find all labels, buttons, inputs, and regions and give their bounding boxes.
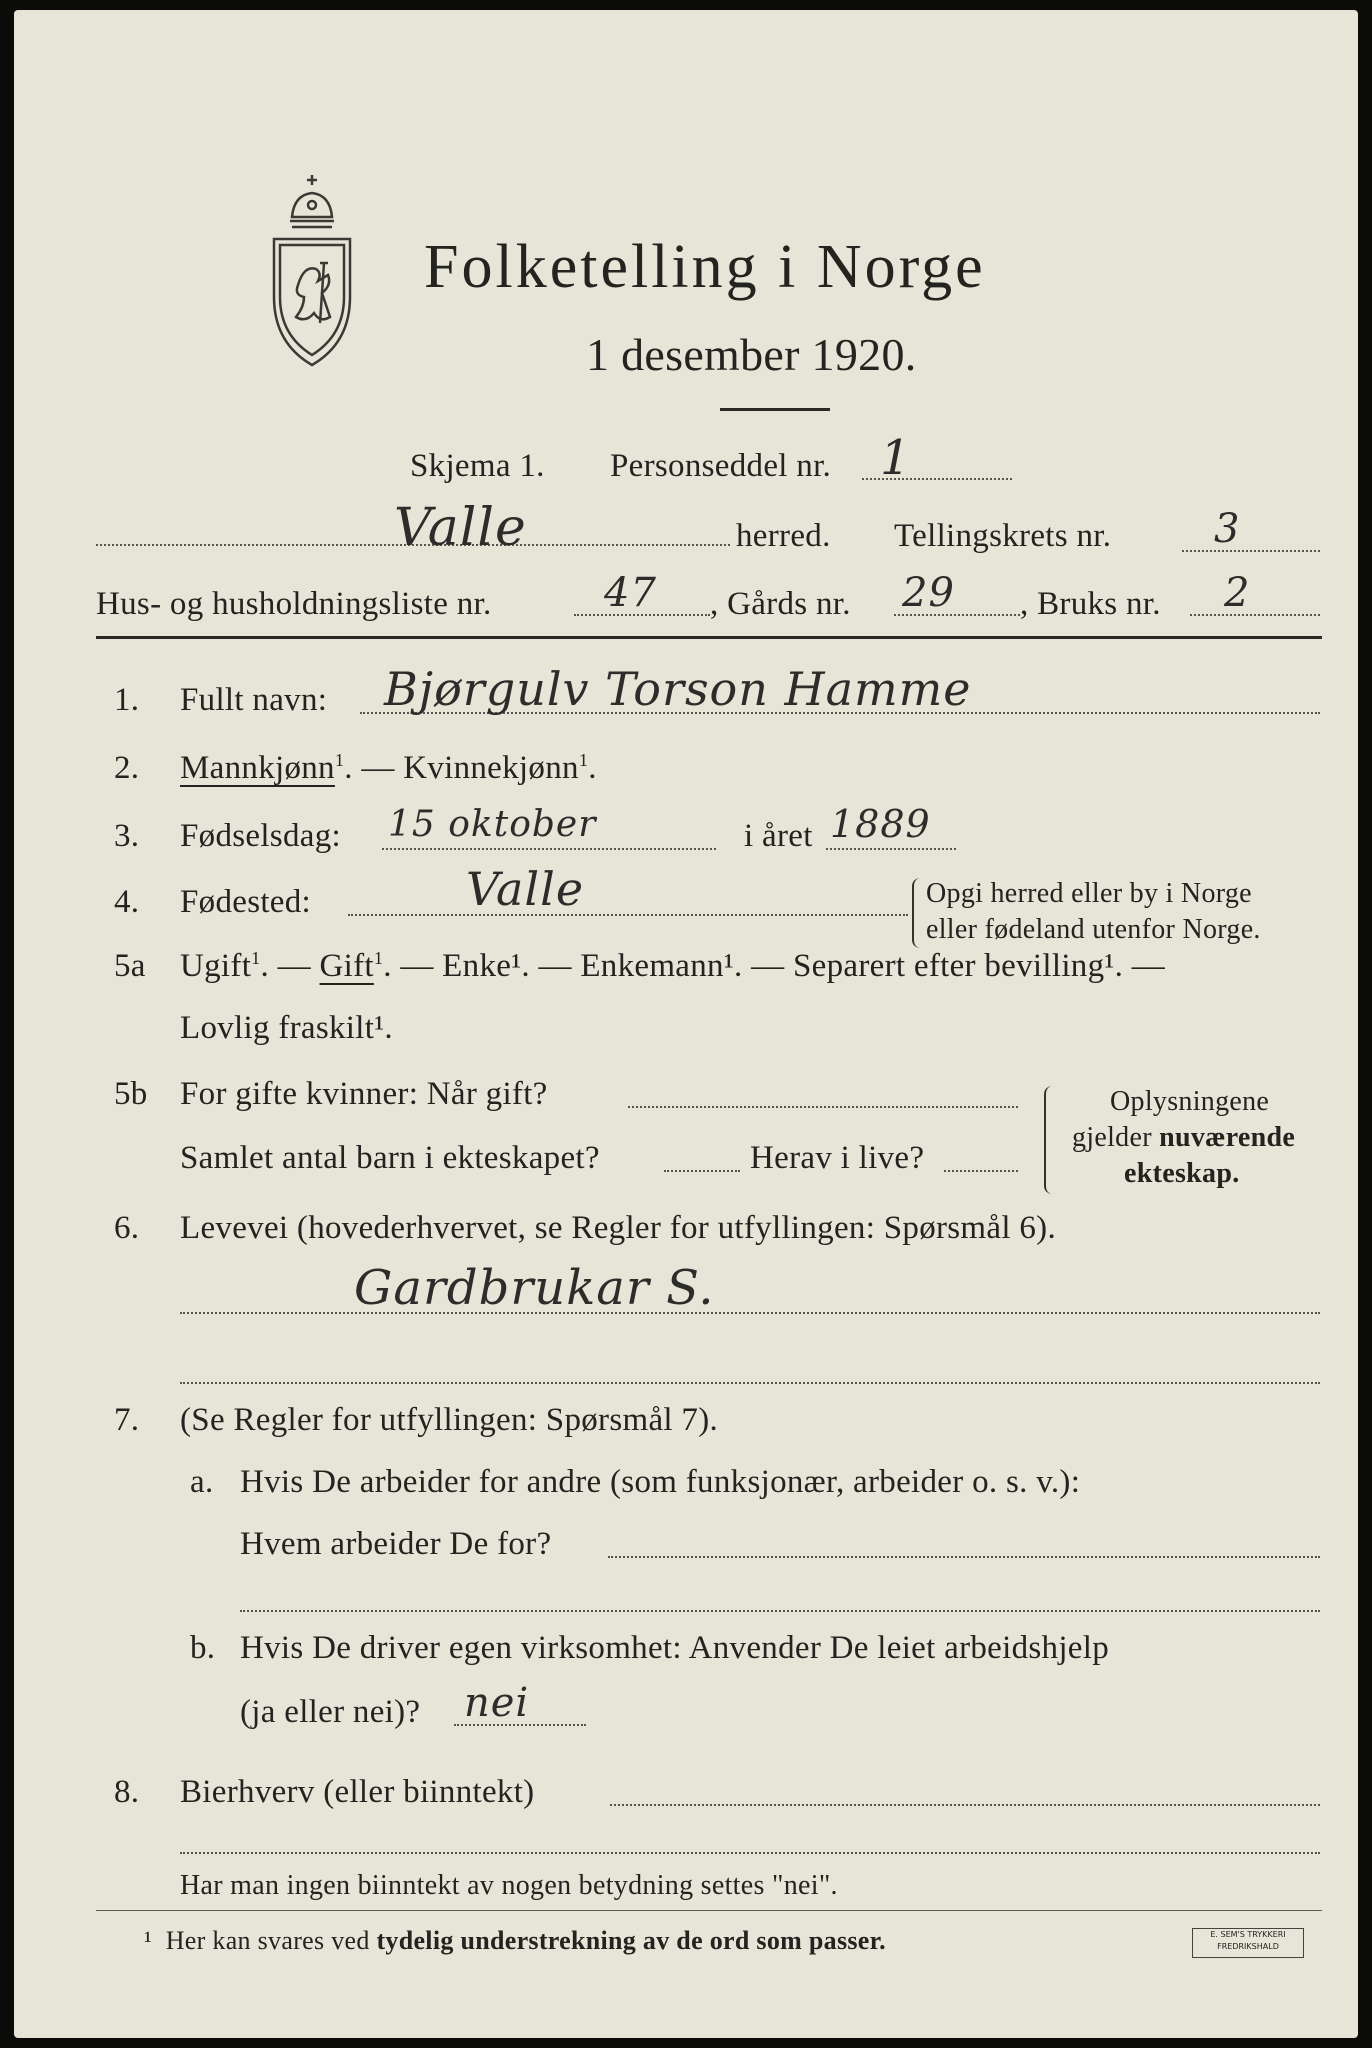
q8-field-line1 xyxy=(610,1804,1320,1806)
personseddel-value: 1 xyxy=(880,430,912,486)
q5a-number: 5a xyxy=(114,948,146,984)
q5a-marital-options: Ugift$^1$. — Gift$^1$. — Enke¹. — Enkemann¹. — Separert efter bevilling¹. — xyxy=(180,948,1165,984)
printer-stamp xyxy=(1192,1928,1304,1958)
q4-note-line2: eller fødeland utenfor Norge. xyxy=(926,914,1261,945)
q8-label: Bierhverv (eller biinntekt) xyxy=(180,1774,535,1810)
q7a-line1: Hvis De arbeider for andre (som funksjonær, arbeider o. s. v.): xyxy=(240,1464,1081,1500)
q5b-note-line2-bold: nuværende xyxy=(1159,1122,1296,1153)
marital-gift-underlined: Gift xyxy=(319,948,374,984)
q3-number: 3. xyxy=(114,818,140,854)
q7b-answer: nei xyxy=(464,1680,530,1726)
q7a-line2: Hvem arbeider De for? xyxy=(240,1526,552,1562)
census-date: 1 desember 1920. xyxy=(586,329,917,380)
husholdningsliste-label: Hus- og husholdningsliste nr. xyxy=(96,586,492,622)
q6-field-line2 xyxy=(180,1382,1320,1384)
census-form xyxy=(14,10,1358,2038)
q5a-line2: Lovlig fraskilt¹. xyxy=(180,1010,393,1046)
q8-field-line2 xyxy=(180,1852,1320,1854)
q3-birth-day: 15 oktober xyxy=(388,804,597,845)
marital-other-options: . — Enke¹. — Enkemann¹. — Separert efter bevilling¹. — xyxy=(383,948,1165,984)
herred-value: Valle xyxy=(394,498,527,558)
tellingskrets-label: Tellingskrets nr. xyxy=(894,518,1112,554)
q6-occupation: Gardbrukar S. xyxy=(354,1260,715,1316)
q5b-brace xyxy=(1044,1086,1056,1194)
q8-number: 8. xyxy=(114,1774,140,1810)
q4-field-line xyxy=(348,914,908,916)
form-title: Folketelling i Norge xyxy=(424,233,986,301)
sex-option-male-underlined: Mannkjønn xyxy=(180,750,335,786)
bruks-field-line xyxy=(1190,614,1320,616)
q4-brace xyxy=(912,878,922,948)
q7a-letter: a. xyxy=(190,1464,214,1500)
q7b-letter: b. xyxy=(190,1630,216,1666)
q3-label: Fødselsdag: xyxy=(180,818,341,854)
q3-year-label: i året xyxy=(744,818,813,854)
q5b-number: 5b xyxy=(114,1076,148,1112)
q4-note-line1: Opgi herred eller by i Norge xyxy=(926,878,1252,909)
bruks-label: , Bruks nr. xyxy=(1020,586,1161,622)
tellingskrets-field-line xyxy=(1182,550,1320,552)
footnote-divider xyxy=(96,1910,1322,1911)
tellingskrets-value: 3 xyxy=(1214,506,1241,552)
q1-number: 1. xyxy=(114,682,140,718)
bruks-value: 2 xyxy=(1224,570,1251,616)
herred-label: herred. xyxy=(736,518,831,554)
q4-birthplace: Valle xyxy=(466,862,585,916)
skjema-label: Skjema 1. xyxy=(410,448,545,484)
q2-number: 2. xyxy=(114,750,140,786)
husholdningsliste-value: 47 xyxy=(604,570,657,616)
footnote-text-bold: tydelig understrekning av de ord som passer. xyxy=(376,1926,886,1955)
q5b-note-line2 xyxy=(1072,1122,1295,1154)
marital-ugift: Ugift xyxy=(180,948,252,984)
q1-full-name: Bjørgulv Torson Hamme xyxy=(384,662,972,716)
q5b-label1: For gifte kvinner: Når gift? xyxy=(180,1076,548,1112)
q8-note: Har man ingen biinntekt av nogen betydning settes "nei". xyxy=(180,1870,838,1901)
q3-birth-year: 1889 xyxy=(830,802,931,846)
q3-day-field-line xyxy=(382,848,716,850)
q5b-note-line2-plain: gjelder xyxy=(1072,1122,1160,1153)
q6-label: Levevei (hovederhvervet, se Regler for utfyllingen: Spørsmål 6). xyxy=(180,1210,1057,1246)
sex-option-female: Kvinnekjønn xyxy=(403,750,579,786)
q5b-label2: Samlet antal barn i ekteskapet? xyxy=(180,1140,600,1176)
q4-number: 4. xyxy=(114,884,140,920)
header-divider xyxy=(96,636,1322,639)
q5b-label3: Herav i live? xyxy=(750,1140,925,1176)
gards-value: 29 xyxy=(902,570,955,616)
personseddel-label: Personseddel nr. xyxy=(610,448,832,484)
footnote-marker: ¹ xyxy=(144,1926,153,1955)
norway-coat-of-arms-icon xyxy=(264,165,360,375)
q7a-field-line2 xyxy=(240,1610,1320,1612)
q5a-separator: . — xyxy=(260,948,320,984)
q1-label: Fullt navn: xyxy=(180,682,328,718)
q7b-line2: (ja eller nei)? xyxy=(240,1694,421,1730)
q7a-field-line1 xyxy=(608,1556,1320,1558)
q7-label: (Se Regler for utfyllingen: Spørsmål 7). xyxy=(180,1402,719,1438)
q7-number: 7. xyxy=(114,1402,140,1438)
title-divider xyxy=(720,408,830,411)
q5b-children-field-line xyxy=(664,1170,740,1172)
q5b-when-field-line xyxy=(628,1106,1018,1108)
q2-end: . xyxy=(588,750,597,786)
printer-stamp-text: E. SEM'S TRYKKERI FREDRIKSHALD xyxy=(1210,1930,1286,1951)
q7b-line1: Hvis De driver egen virksomhet: Anvender De leiet arbeidshjelp xyxy=(240,1630,1110,1666)
footnote-text-plain: Her kan svares ved xyxy=(165,1926,377,1955)
q2-sex-options: Mannkjønn$^1$. — Kvinnekjønn$^1$. xyxy=(180,750,597,786)
q6-number: 6. xyxy=(114,1210,140,1246)
q2-separator: . — xyxy=(344,750,404,786)
q5b-alive-field-line xyxy=(944,1170,1018,1172)
gards-label: , Gårds nr. xyxy=(710,586,851,622)
q4-label: Fødested: xyxy=(180,884,312,920)
q5b-note-line3: ekteskap. xyxy=(1124,1158,1240,1189)
q6-field-line1 xyxy=(180,1312,1320,1314)
q3-year-field-line xyxy=(826,848,956,850)
q5b-note-line1: Oplysningene xyxy=(1110,1086,1270,1117)
footnote xyxy=(144,1926,886,1956)
